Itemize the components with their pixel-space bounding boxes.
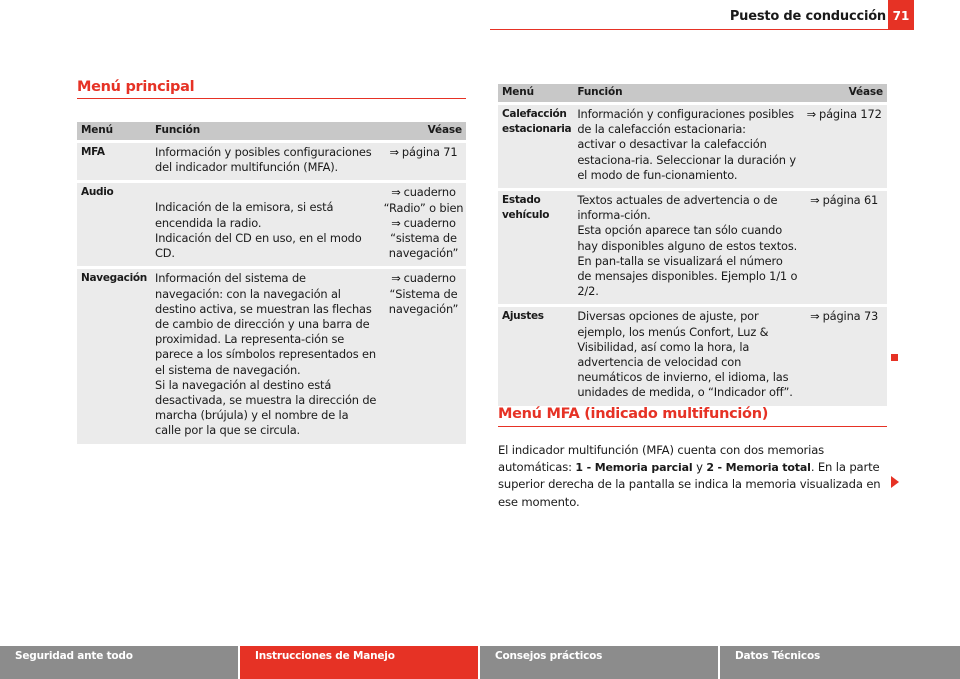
tab-operating-instructions[interactable]: Instrucciones de Manejo: [240, 646, 480, 679]
page-number: 71: [888, 0, 914, 29]
row-reference: [801, 105, 887, 188]
row-reference: [381, 183, 466, 266]
row-menu-heater: Calefacción estacionaria: [498, 105, 573, 188]
table-row: [498, 191, 887, 304]
mfa-paragraph: [498, 442, 888, 511]
main-menu-title: Menú principal: [77, 79, 195, 95]
row-reference: [801, 191, 887, 304]
mfa-section-rule: [498, 426, 887, 427]
paragraph-text: y: [692, 460, 707, 475]
section-end-marker-icon: [891, 354, 898, 361]
header-rule: [490, 29, 914, 30]
row-function: Textos actuales de advertencia o de informa-ción. Esta opción aparece tan sólo cuando hay disponibles alguno de estos textos. En pan-talla se visualizará el número de mensajes disponibles. Ejemplo 1/1 o 2/2.: [573, 191, 801, 304]
reference-link[interactable]: página 61: [822, 193, 879, 208]
row-function: Información y configuraciones posibles de la calefacción estacionaria: activar o desactivar la calefacción estaciona-ria. Seleccionar la duración y el modo de fun-cionamiento.: [573, 105, 801, 188]
memory-total-term: 2 - Memoria total: [706, 461, 811, 475]
table-row: [498, 105, 887, 188]
paragraph-text: El indicador multifunción (MFA) cuenta con dos memorias automáticas:: [498, 443, 825, 475]
row-menu-vehicle-status: Estado vehículo: [498, 191, 573, 304]
table-header-row: [498, 84, 887, 102]
reference-link[interactable]: cuaderno “sistema de navegación”: [388, 215, 459, 261]
reference-link[interactable]: cuaderno “Radio” o bien: [383, 185, 464, 215]
col-header-function: Función: [573, 84, 801, 102]
table-row: [77, 143, 466, 180]
row-reference: [381, 269, 466, 443]
paragraph-text: . En la parte superior derecha de la pantalla se indica la memoria visualizada en ese momento.: [498, 460, 881, 509]
arrow-right-icon: ⇒: [391, 215, 401, 230]
mfa-section-title: Menú MFA (indicado multifunción): [498, 406, 769, 422]
main-menu-table: [77, 119, 466, 447]
arrow-right-icon: ⇒: [810, 193, 820, 208]
reference-link[interactable]: página 172: [819, 107, 882, 121]
table-row: [77, 269, 466, 443]
row-function: Diversas opciones de ajuste, por ejemplo, los menús Confort, Luz & Visibilidad, así como la hora, la advertencia de velocidad con neumáticos de invierno, el idioma, las unidades de medida, o “Indicador off”.: [573, 307, 801, 405]
row-menu-audio: Audio: [77, 183, 151, 266]
arrow-right-icon: ⇒: [391, 185, 401, 200]
arrow-right-icon: ⇒: [391, 271, 401, 286]
table-header-row: [77, 122, 466, 140]
tab-safety[interactable]: Seguridad ante todo: [0, 646, 240, 679]
col-header-menu: Menú: [498, 84, 573, 102]
col-header-menu: Menú: [77, 122, 151, 140]
reference-link[interactable]: cuaderno “Sistema de navegación”: [388, 271, 459, 316]
col-header-see: Véase: [801, 84, 887, 102]
row-function: [151, 183, 381, 266]
main-menu-rule: [77, 98, 466, 99]
row-reference: [801, 307, 887, 405]
table-row: [77, 183, 466, 266]
arrow-right-icon: ⇒: [389, 145, 399, 159]
tab-technical-data[interactable]: Datos Técnicos: [720, 646, 960, 679]
page-header-title: Puesto de conducción: [729, 9, 886, 24]
continue-arrow-icon: [891, 476, 899, 488]
row-menu-mfa: MFA: [77, 143, 151, 180]
arrow-right-icon: ⇒: [810, 309, 820, 324]
reference-link[interactable]: página 73: [822, 309, 879, 324]
row-menu-navigation: Navegación: [77, 269, 151, 443]
memory-partial-term: 1 - Memoria parcial: [575, 461, 693, 475]
table-row: [498, 307, 887, 405]
footer-nav: [0, 646, 960, 679]
row-function: Información del sistema de navegación: con la navegación al destino activa, se muestran las flechas de cambio de dirección y una barra de proximidad. La representa-ción se parece a los símbolos representados en el sistema de navegación. Si la navegación al destino está desactivada, se muestra la dirección de marcha (brújula) y el nombre de la calle por la que se circula.: [151, 269, 381, 443]
right-menu-table: [498, 81, 887, 409]
col-header-see: Véase: [381, 122, 466, 140]
function-text: Indicación de la emisora, si está encendida la radio. Indicación del CD en uso, en el modo CD.: [155, 200, 362, 261]
row-reference: [381, 143, 466, 180]
reference-link[interactable]: página 71: [401, 145, 458, 159]
row-menu-settings: Ajustes: [498, 307, 573, 405]
col-header-function: Función: [151, 122, 381, 140]
arrow-right-icon: ⇒: [806, 107, 817, 121]
row-function: Información y posibles configuraciones del indicador multifunción (MFA).: [151, 143, 381, 180]
tab-practical-tips[interactable]: Consejos prácticos: [480, 646, 720, 679]
